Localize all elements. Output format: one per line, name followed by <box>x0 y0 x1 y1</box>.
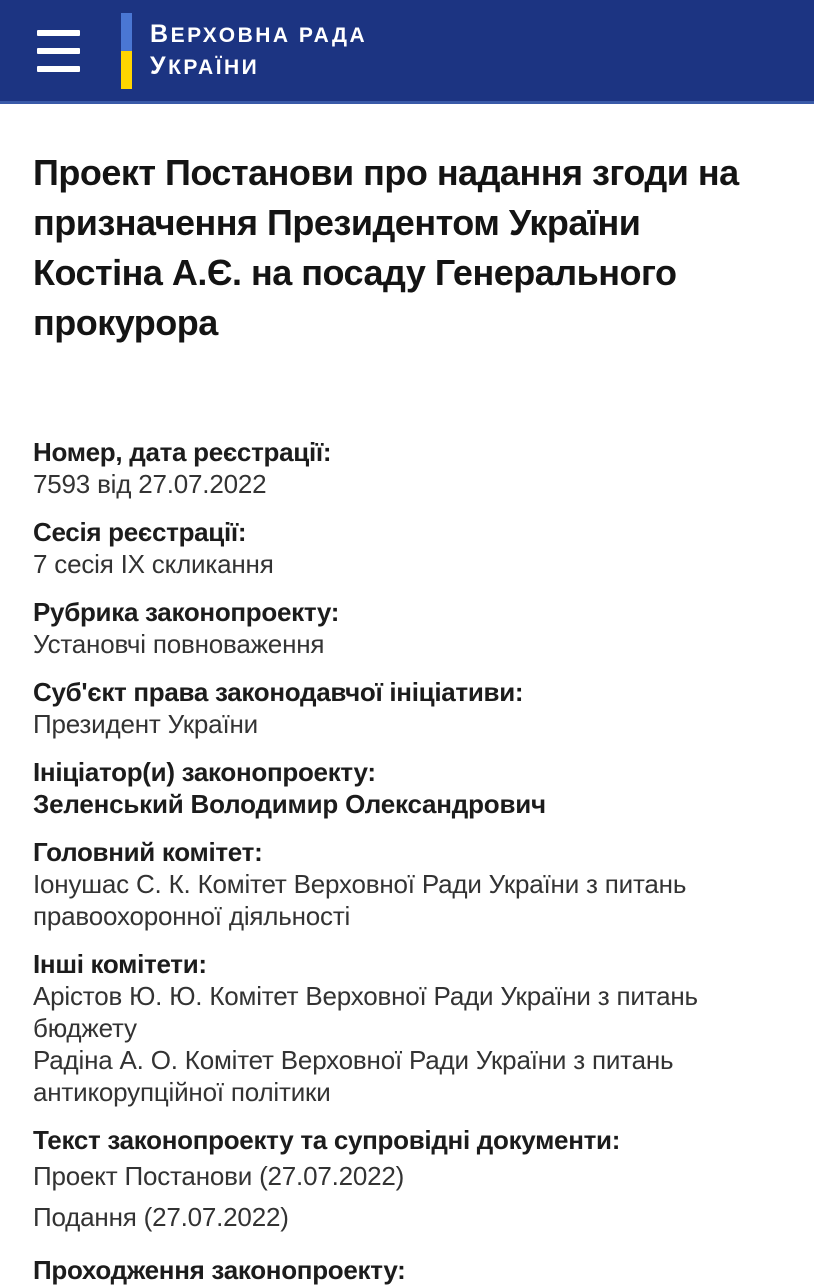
ukraine-flag-icon <box>121 13 132 89</box>
field-value: Зеленський Володимир Олександрович <box>33 789 546 819</box>
field-value: Президент України <box>33 709 258 739</box>
hamburger-icon <box>37 30 80 36</box>
field-value: Іонушас С. К. Комітет Верховної Ради України з питань <box>33 869 687 899</box>
field-label: Суб'єкт права законодавчої ініціативи: <box>33 677 524 707</box>
document-link-draft-resolution[interactable]: Проект Постанови (27.07.2022) <box>33 1161 405 1191</box>
field-value: 7 сесія ІХ скликання <box>33 549 274 579</box>
page-title: Проект Постанови про надання згоди на призначення Президентом України Костіна А.Є. на посаду Генерального прокурора <box>33 152 739 343</box>
section-bill-progress-truncated <box>33 1254 784 1286</box>
section-other-committees <box>33 948 784 1108</box>
site-header <box>0 0 814 104</box>
field-label: Сесія реєстрації: <box>33 517 247 547</box>
section-initiative-subject <box>33 676 784 740</box>
field-label: Інші комітети: <box>33 949 207 979</box>
bill-card <box>0 148 814 1286</box>
section-registration-session <box>33 516 784 580</box>
field-label: Номер, дата реєстрації: <box>33 437 332 467</box>
section-initiators <box>33 756 784 820</box>
field-label: Головний комітет: <box>33 837 263 867</box>
field-label: Ініціатор(и) законопроекту: <box>33 757 376 787</box>
rada-logo[interactable] <box>121 13 367 89</box>
field-label: Рубрика законопроекту: <box>33 597 340 627</box>
field-value: Установчі повноваження <box>33 629 325 659</box>
field-value: антикорупційної політики <box>33 1077 331 1107</box>
bill-fields <box>33 436 784 1286</box>
logo-line2: УКРАЇНИ <box>150 51 260 80</box>
menu-button[interactable] <box>37 29 83 73</box>
field-value: Радіна А. О. Комітет Верховної Ради України з питань <box>33 1045 674 1075</box>
section-documents <box>33 1124 784 1238</box>
logo-line1: ВЕРХОВНА РАДА <box>150 19 368 48</box>
section-rubric <box>33 596 784 660</box>
field-label: Проходження законопроекту: <box>33 1255 406 1285</box>
field-value: Арістов Ю. Ю. Комітет Верховної Ради України з питань <box>33 981 698 1011</box>
section-registration-number <box>33 436 784 500</box>
section-main-committee <box>33 836 784 932</box>
field-label: Текст законопроекту та супровідні документи: <box>33 1125 621 1155</box>
field-value: 7593 від 27.07.2022 <box>33 469 267 499</box>
logo-text <box>150 19 367 83</box>
field-value: бюджету <box>33 1013 137 1043</box>
field-value: правоохоронної діяльності <box>33 901 351 931</box>
document-link-submission[interactable]: Подання (27.07.2022) <box>33 1202 289 1232</box>
